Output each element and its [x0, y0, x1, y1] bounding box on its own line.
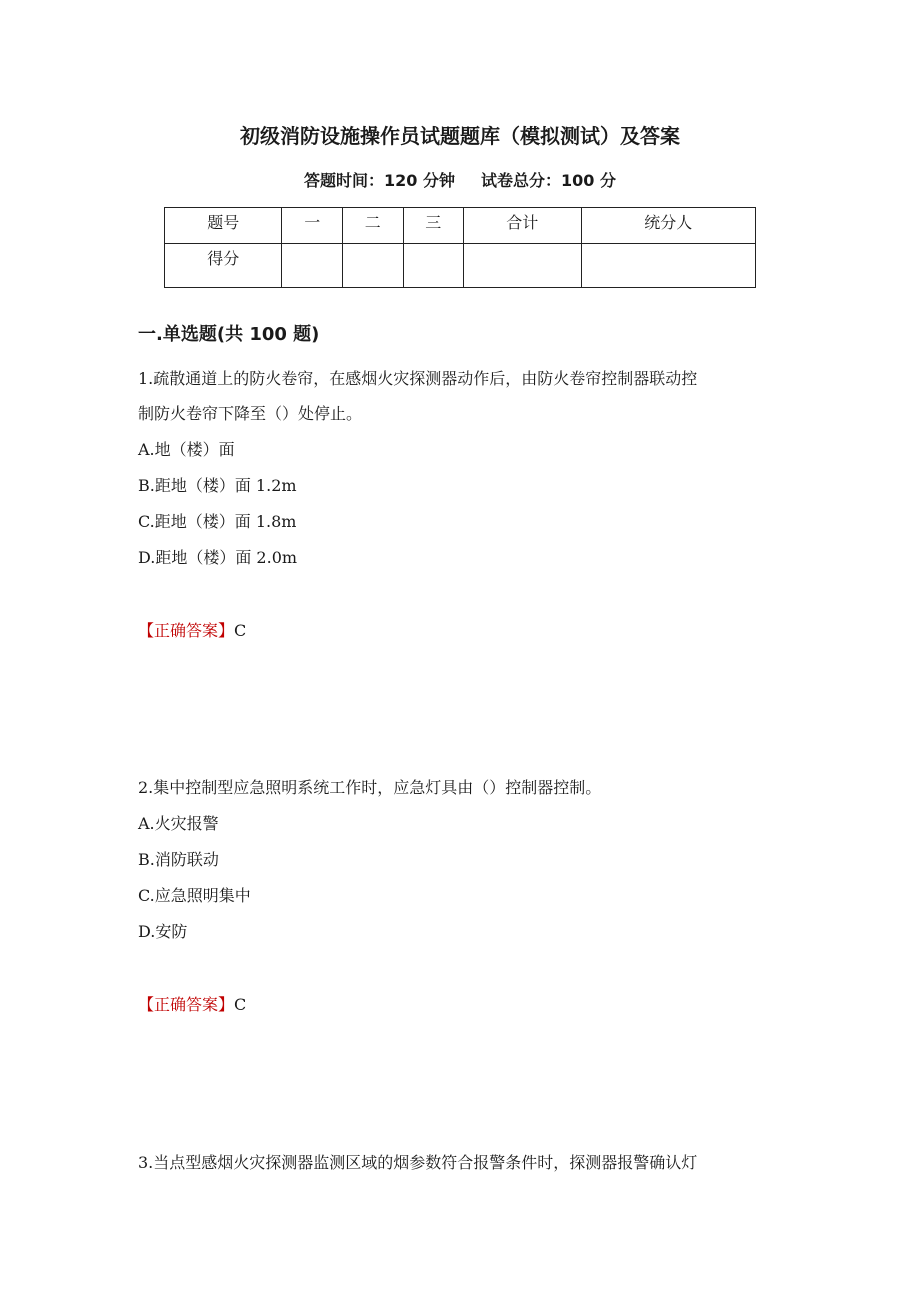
question-3-stem-line-1: 3.当点型感烟火灾探测器监测区域的烟参数符合报警条件时，探测器报警确认灯	[138, 1153, 698, 1172]
answer-label: 【正确答案】	[138, 995, 235, 1014]
answer-label: 【正确答案】	[138, 621, 235, 640]
question-1-option-b: B.距地（楼）面 1.2m	[138, 476, 297, 495]
question-1-stem-line-2: 制防火卷帘下降至（）处停止。	[138, 404, 363, 423]
question-2-answer	[138, 993, 246, 1017]
score-table-header-cell: 合计	[464, 208, 581, 244]
question-1-option-c: C.距地（楼）面 1.8m	[138, 512, 297, 531]
score-table-header-cell: 一	[282, 208, 343, 244]
question-2-option-c: C.应急照明集中	[138, 886, 251, 905]
score-table-header-cell: 二	[343, 208, 404, 244]
score-table	[164, 207, 756, 288]
question-1-option-a: A.地（楼）面	[138, 440, 235, 459]
question-1-option-d: D.距地（楼）面 2.0m	[138, 548, 298, 567]
exam-info	[0, 170, 920, 192]
exam-total-score: 试卷总分：100 分	[481, 171, 616, 190]
score-table-header-cell: 三	[403, 208, 464, 244]
question-1-answer	[138, 619, 246, 643]
score-cell-empty	[343, 244, 404, 288]
score-cell-empty	[581, 244, 755, 288]
question-2-stem-line-1: 2.集中控制型应急照明系统工作时，应急灯具由（）控制器控制。	[138, 778, 602, 797]
score-table-header-cell: 统分人	[581, 208, 755, 244]
score-table-row-label: 得分	[165, 244, 282, 288]
score-cell-empty	[403, 244, 464, 288]
answer-value: C	[234, 621, 247, 640]
score-table-score-row	[165, 244, 756, 288]
question-2-option-d: D.安防	[138, 922, 188, 941]
section-title: 一.单选题(共 100 题)	[138, 324, 320, 345]
score-table-header-row	[165, 208, 756, 244]
question-2-option-b: B.消防联动	[138, 850, 219, 869]
answer-value: C	[234, 995, 247, 1014]
exam-time: 答题时间：120 分钟	[304, 171, 455, 190]
score-cell-empty	[282, 244, 343, 288]
question-1-stem-line-1: 1.疏散通道上的防火卷帘，在感烟火灾探测器动作后，由防火卷帘控制器联动控	[138, 369, 698, 388]
score-table-header-cell: 题号	[165, 208, 282, 244]
question-2-option-a: A.火灾报警	[138, 814, 219, 833]
document-title: 初级消防设施操作员试题题库（模拟测试）及答案	[240, 124, 680, 148]
score-cell-empty	[464, 244, 581, 288]
